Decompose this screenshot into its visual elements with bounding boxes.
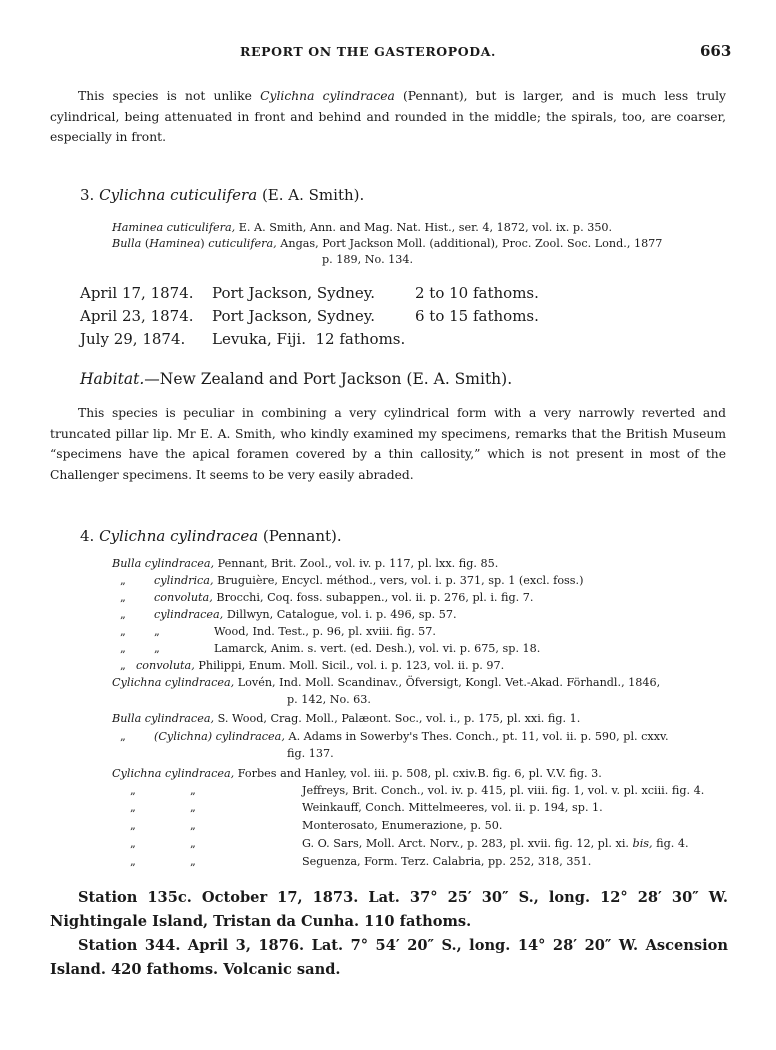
synonym-line: „ convoluta, Brocchi, Coq. foss. subappen., vol. ii. p. 276, pl. i. fig. 7. [120, 591, 534, 604]
habitat-line: Habitat.—New Zealand and Port Jackson (E. A. Smith). [80, 370, 513, 388]
synonym-line-continued: fig. 137. [287, 747, 334, 760]
synonym-line: „ „ Jeffreys, Brit. Conch., vol. iv. p. 415, pl. viii. fig. 1, vol. v. pl. xciii. fig. 4. [130, 784, 705, 797]
synonym-line: Cylichna cylindracea, Lovén, Ind. Moll. Scandinav., Öfversigt, Kongl. Vet.-Akad. Förhandl., 1846, [112, 676, 661, 689]
synonym-line-continued: p. 142, No. 63. [287, 693, 371, 706]
running-header: REPORT ON THE GASTEROPODA. [240, 44, 496, 59]
station-row: April 17, 1874. Port Jackson, Sydney. 2 to 10 fathoms. [80, 284, 539, 302]
synonym-line: „ „ Seguenza, Form. Terz. Calabria, pp. 252, 318, 351. [130, 855, 592, 868]
species-3-heading: 3. Cylichna cuticulifera (E. A. Smith). [80, 186, 365, 204]
synonym-line: Bulla cylindracea, Pennant, Brit. Zool., vol. iv. p. 117, pl. lxx. fig. 85. [112, 557, 499, 570]
species-4-heading: 4. Cylichna cylindracea (Pennant). [80, 527, 342, 545]
synonym-line: Bulla (Haminea) cuticulifera, Angas, Port Jackson Moll. (additional), Proc. Zool. Soc. Lond., 1877 [112, 237, 663, 250]
station-row: April 23, 1874. Port Jackson, Sydney. 6 to 15 fathoms. [80, 307, 539, 325]
species-3-description: This species is peculiar in combining a very cylindrical form with a very narrowly reverted and truncated pillar lip. Mr E. A. Smith, who kindly examined my specimens, remarks that the British Museum “specimens have the apical foramen covered by a thin callosity,” which is not present in most of the Challenger specimens. It seems to be very easily abraded. [50, 406, 726, 482]
synonym-line: Cylichna cylindracea, Forbes and Hanley, vol. iii. p. 508, pl. cxiv.B. fig. 6, pl. V.V. fig. 3. [112, 767, 602, 780]
synonym-line: Haminea cuticulifera, E. A. Smith, Ann. and Mag. Nat. Hist., ser. 4, 1872, vol. ix. p. 350. [112, 221, 613, 234]
synonym-line: „ cylindrica, Bruguière, Encycl. méthod., vers, vol. i. p. 371, sp. 1 (excl. foss.) [120, 574, 584, 587]
synonym-line: Bulla cylindracea, S. Wood, Crag. Moll., Palæont. Soc., vol. i., p. 175, pl. xxi. fig. 1. [112, 712, 581, 725]
station-record: Station 344. April 3, 1876. Lat. 7° 54′ 20″ S., long. 14° 28′ 20″ W. Ascension Island. 420 fathoms. Volcanic sand. [50, 937, 728, 978]
synonym-line-continued: p. 189, No. 134. [322, 253, 414, 266]
synonym-line: „ „ Weinkauff, Conch. Mittelmeeres, vol. ii. p. 194, sp. 1. [130, 801, 603, 814]
synonym-line: „ „ Monterosato, Enumerazione, p. 50. [130, 819, 503, 832]
page-number: 663 [700, 42, 732, 60]
synonym-line: „ „ G. O. Sars, Moll. Arct. Norv., p. 283, pl. xvii. fig. 12, pl. xi. bis, fig. 4. [130, 837, 689, 850]
station-row: July 29, 1874. Levuka, Fiji. 12 fathoms. [80, 330, 406, 348]
synonym-line: „ cylindracea, Dillwyn, Catalogue, vol. i. p. 496, sp. 57. [120, 608, 457, 621]
station-record: Station 135c. October 17, 1873. Lat. 37° 25′ 30″ S., long. 12° 28′ 30″ W. Nightingale Island, Tristan da Cunha. 110 fathoms. [50, 889, 728, 930]
synonym-line: „ „ Wood, Ind. Test., p. 96, pl. xviii. fig. 57. [120, 625, 436, 638]
synonym-line: „ convoluta, Philippi, Enum. Moll. Sicil., vol. i. p. 123, vol. ii. p. 97. [120, 659, 505, 672]
synonym-line: „ „ Lamarck, Anim. s. vert. (ed. Desh.), vol. vi. p. 675, sp. 18. [120, 642, 541, 655]
intro-paragraph: This species is not unlike Cylichna cylindracea (Pennant), but is larger, and is much less truly cylindrical, being attenuated in front and behind and rounded in the middle; the spirals, too, are coarser, especially in front. [50, 89, 726, 144]
synonym-line: „ (Cylichna) cylindracea, A. Adams in Sowerby's Thes. Conch., pt. 11, vol. ii. p. 590, pl. cxxv. [120, 730, 669, 743]
